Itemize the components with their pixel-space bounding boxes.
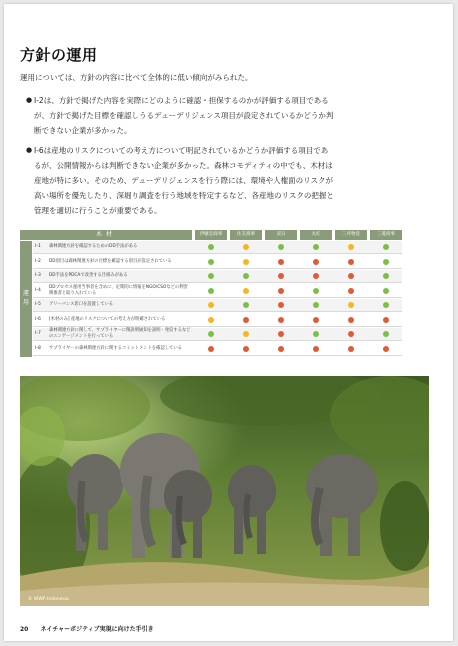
status-dot-icon [313,288,319,294]
table-header [20,230,402,240]
company-header: 三菱商事 [370,230,402,240]
bullet-dot-icon: ● [26,96,33,104]
status-dot-icon [383,273,389,279]
status-dot-icon [348,273,354,279]
status-dot-icon [313,317,319,323]
status-dot-icon [348,317,354,323]
table-row [33,314,402,327]
table-row [33,241,402,254]
bullet-text: I-6は産地のリスクについての考え方について明記されているかどうか評価する項目であるが、公開情報からは判断できない企業が多かった。森林コモディティの中でも、木材は産地が特に多い。そのため、デューデリジェンスを行う際には、環境や人権面のリスクが高い場所を優先したり、深堀り調査を行う地域を特定するなど、各産地のリスクの把握と管理を適切に行うことが重要である。 [34,146,334,215]
status-dot-icon [243,259,249,265]
row-criterion: サプライヤーの森林関連方針に関するコミットメントを確認している [49,345,182,351]
status-dot-icon [243,302,249,308]
status-dot-icon [313,346,319,352]
status-dot-icon [313,259,319,265]
status-dot-icon [208,317,214,323]
status-dot-icon [243,288,249,294]
company-header: 住友商事 [230,230,262,240]
status-dot-icon [278,273,284,279]
table-header-title: 木材 [20,230,192,240]
bullet-item [26,93,334,138]
status-dot-icon [383,302,389,308]
row-id: I-6 [35,316,41,322]
row-criterion: DDプロセス運用当事者を含めに、定期的に情報をNGO/CSOなどの利害関係者と取り入れている [49,284,188,296]
page-number: 20 [20,626,29,633]
status-dot-icon [208,259,214,265]
row-id: I-7 [35,331,41,336]
status-dot-icon [208,302,214,308]
table-side-label: 運用 [20,241,32,357]
photo-caption: © WWF-Indonesia [28,597,69,602]
row-criterion: DD手法をPDCAで改善する仕組みがある [49,273,128,278]
status-dot-icon [383,259,389,265]
status-dot-icon [313,244,319,250]
row-id: I-1 [35,244,41,249]
row-id: I-4 [35,287,41,293]
status-dot-icon [278,317,284,323]
status-dot-icon [243,346,249,352]
elephants-image [20,376,429,606]
status-dot-icon [348,346,354,352]
footer-title: ネイチャーポジティブ実現に向けた手引き [40,626,154,633]
status-dot-icon [208,273,214,279]
evaluation-table [20,230,402,360]
row-criterion: DD項目は森林関連方針の目標を確認する項目が設定されている [49,258,172,264]
document-page [4,4,453,641]
table-row [33,343,402,356]
table-row [33,285,402,298]
status-dot-icon [278,259,284,265]
status-dot-icon [348,288,354,294]
intro-paragraph: 運用については、方針の内容に比べて全体的に低い傾向がみられた。 [20,73,253,82]
status-dot-icon [348,259,354,265]
row-id: I-3 [35,273,41,278]
status-dot-icon [278,244,284,250]
status-dot-icon [383,317,389,323]
status-dot-icon [383,346,389,352]
company-header: 双日 [265,230,297,240]
row-criterion: [木材のみ] 産地のリスクについての考え方が明確されている [49,316,166,322]
status-dot-icon [208,331,214,337]
status-dot-icon [208,346,214,352]
table-row [33,328,402,341]
status-dot-icon [278,302,284,308]
table-row [33,299,402,312]
table-row [33,256,402,269]
row-id: I-2 [35,258,41,264]
status-dot-icon [348,302,354,308]
status-dot-icon [243,317,249,323]
row-criterion: グリーバンス窓口を設置している [49,302,114,307]
status-dot-icon [208,288,214,294]
table-row [33,270,402,283]
row-id: I-8 [35,345,41,351]
page-footer [20,624,154,633]
status-dot-icon [278,346,284,352]
status-dot-icon [383,331,389,337]
status-dot-icon [348,331,354,337]
status-dot-icon [278,288,284,294]
bullet-text: I-2は、方針で掲げた内容を実際にどのように確認・担保するのかが評価する項目であるが、方針で掲げた目標を確認しうるデューデリジェンス項目が設定されているかどうか判断できない企業が多かった。 [34,96,334,135]
row-criterion: 森林関連方針を確認するためのDD手法がある [49,244,138,249]
page-title: 方針の運用 [20,46,98,64]
status-dot-icon [348,244,354,250]
status-dot-icon [313,273,319,279]
status-dot-icon [243,244,249,250]
bullet-item [26,143,334,218]
company-header: 伊藤忠商事 [195,230,227,240]
company-header: 三井物産 [335,230,367,240]
status-dot-icon [243,273,249,279]
bullet-dot-icon: ● [26,146,33,154]
status-dot-icon [383,244,389,250]
status-dot-icon [313,331,319,337]
status-dot-icon [383,288,389,294]
status-dot-icon [208,244,214,250]
status-dot-icon [278,331,284,337]
status-dot-icon [243,331,249,337]
elephant-photo [20,376,429,606]
row-criterion: 森林関連方針に関して、サプライヤーに関説明通知を説明・発信するなどのエンゲージメントを行っている [49,328,191,339]
row-id: I-5 [35,302,41,307]
company-header: 丸紅 [300,230,332,240]
status-dot-icon [313,302,319,308]
